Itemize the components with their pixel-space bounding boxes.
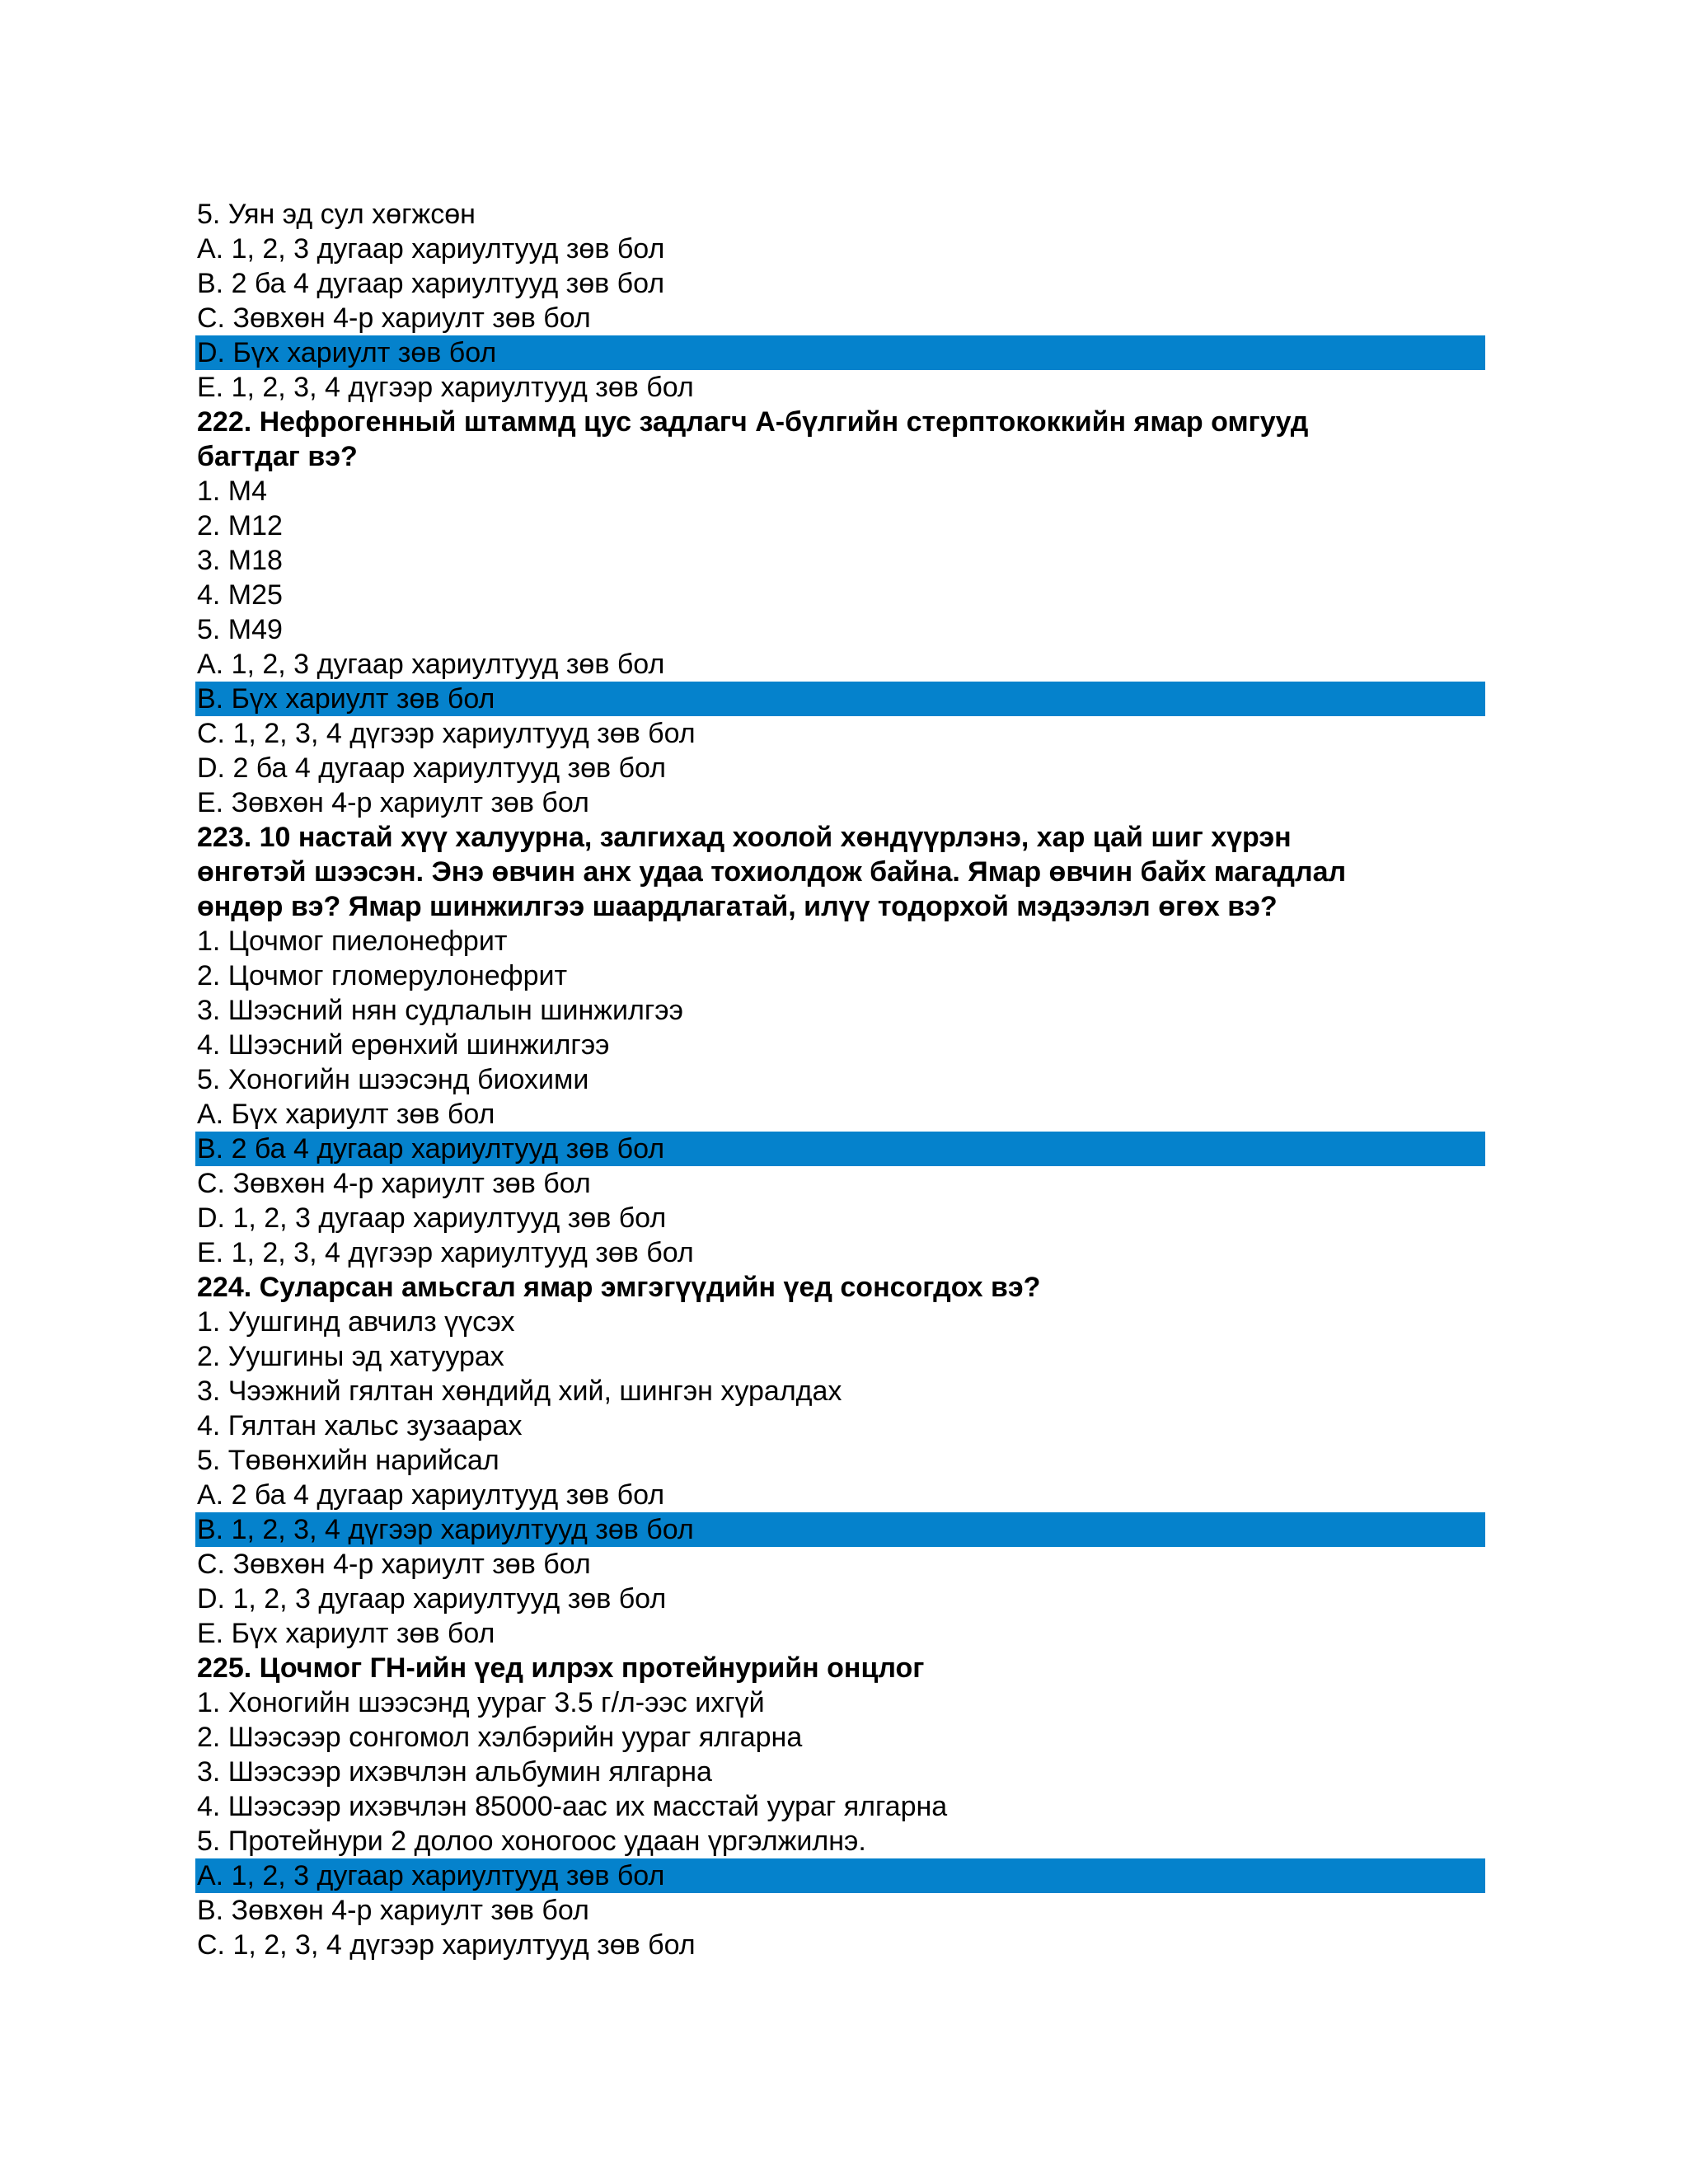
- option-line: 5. Уян эд сул хөгжсөн: [197, 199, 476, 230]
- option-line: 3. Шээсний нян судлалын шинжилгээ: [197, 995, 683, 1026]
- option-line: 5. M49: [197, 614, 283, 645]
- option-line: 5. Төвөнхийн нарийсал: [197, 1445, 499, 1476]
- answer-choice-line: C. Зөвхөн 4-р хариулт зөв бол: [197, 302, 591, 334]
- question-text-line: 223. 10 настай хүү халуурна, залгихад хоолой хөндүүрлэнэ, хар цай шиг хүрэн: [197, 822, 1292, 853]
- option-line: 4. Гялтан хальс зузаарах: [197, 1410, 523, 1441]
- option-line: 4. Шээсээр ихэвчлэн 85000-аас их масстай уураг ялгарна: [197, 1791, 948, 1822]
- option-line: 2. Шээсээр сонгомол хэлбэрийн уураг ялгарна: [197, 1722, 803, 1753]
- answer-choice-line: D. 2 ба 4 дугаар хариултууд зөв бол: [197, 752, 666, 784]
- answer-choice-line: A. 1, 2, 3 дугаар хариултууд зөв бол: [197, 233, 665, 265]
- answer-choice-line: A. 2 ба 4 дугаар хариултууд зөв бол: [197, 1479, 665, 1511]
- answer-choice-line: A. Бүх хариулт зөв бол: [197, 1099, 495, 1130]
- question-text-line: багтдаг вэ?: [197, 441, 358, 472]
- option-line: 2. Уушгины эд хатуурах: [197, 1341, 504, 1372]
- answer-choice-line: E. 1, 2, 3, 4 дүгээр хариултууд зөв бол: [197, 372, 694, 403]
- answer-choice-line: E. Бүх хариулт зөв бол: [197, 1618, 495, 1649]
- correct-answer-line: B. Бүх хариулт зөв бол: [195, 682, 1485, 716]
- question-text-line: өнгөтэй шээсэн. Энэ өвчин анх удаа тохиолдож байна. Ямар өвчин байх магадлал: [197, 856, 1347, 888]
- question-text-line: 224. Суларсан амьсгал ямар эмгэгүүдийн үед сонсогдох вэ?: [197, 1272, 1041, 1303]
- correct-answer-line: B. 2 ба 4 дугаар хариултууд зөв бол: [195, 1132, 1485, 1166]
- correct-answer-line: A. 1, 2, 3 дугаар хариултууд зөв бол: [195, 1858, 1485, 1893]
- answer-choice-line: B. 2 ба 4 дугаар хариултууд зөв бол: [197, 268, 665, 299]
- option-line: 5. Хоногийн шээсэнд биохими: [197, 1064, 589, 1095]
- correct-answer-line: B. 1, 2, 3, 4 дүгээр хариултууд зөв бол: [195, 1512, 1485, 1547]
- option-line: 3. Шээсээр ихэвчлэн альбумин ялгарна: [197, 1756, 712, 1788]
- option-line: 2. Цочмог гломерулонефрит: [197, 960, 568, 991]
- answer-choice-line: C. 1, 2, 3, 4 дүгээр хариултууд зөв бол: [197, 718, 696, 749]
- answer-choice-line: E. Зөвхөн 4-р хариулт зөв бол: [197, 787, 589, 818]
- answer-choice-line: B. Зөвхөн 4-р хариулт зөв бол: [197, 1895, 589, 1926]
- option-line: 1. Уушгинд авчилз үүсэх: [197, 1306, 515, 1338]
- option-line: 3. M18: [197, 545, 283, 576]
- question-text-line: өндөр вэ? Ямар шинжилгээ шаардлагатай, илүү тодорхой мэдээлэл өгөх вэ?: [197, 891, 1278, 922]
- answer-choice-line: D. 1, 2, 3 дугаар хариултууд зөв бол: [197, 1583, 667, 1615]
- correct-answer-line: D. Бүх хариулт зөв бол: [195, 335, 1485, 370]
- answer-choice-line: C. 1, 2, 3, 4 дүгээр хариултууд зөв бол: [197, 1929, 696, 1961]
- question-text-line: 222. Нефрогенный штаммд цус задлагч А-бүлгийн стерптококкийн ямар омгууд: [197, 406, 1309, 438]
- answer-choice-line: C. Зөвхөн 4-р хариулт зөв бол: [197, 1168, 591, 1199]
- answer-choice-line: C. Зөвхөн 4-р хариулт зөв бол: [197, 1549, 591, 1580]
- answer-choice-line: E. 1, 2, 3, 4 дүгээр хариултууд зөв бол: [197, 1237, 694, 1268]
- answer-choice-line: D. 1, 2, 3 дугаар хариултууд зөв бол: [197, 1202, 667, 1234]
- option-line: 1. Хоногийн шээсэнд уураг 3.5 г/л-ээс ихгүй: [197, 1687, 765, 1718]
- option-line: 1. M4: [197, 476, 268, 507]
- question-text-line: 225. Цочмог ГН-ийн үед илрэх протейнурийн онцлог: [197, 1652, 925, 1684]
- answer-choice-line: A. 1, 2, 3 дугаар хариултууд зөв бол: [197, 649, 665, 680]
- option-line: 4. Шээсний ерөнхий шинжилгээ: [197, 1029, 610, 1061]
- option-line: 1. Цочмог пиелонефрит: [197, 926, 508, 957]
- option-line: 5. Протейнури 2 долоо хоногоос удаан үргэлжилнэ.: [197, 1825, 866, 1857]
- option-line: 2. M12: [197, 510, 283, 541]
- question-list: [195, 197, 1485, 1962]
- option-line: 3. Чээжний гялтан хөндийд хий, шингэн хуралдах: [197, 1376, 842, 1407]
- option-line: 4. M25: [197, 579, 283, 611]
